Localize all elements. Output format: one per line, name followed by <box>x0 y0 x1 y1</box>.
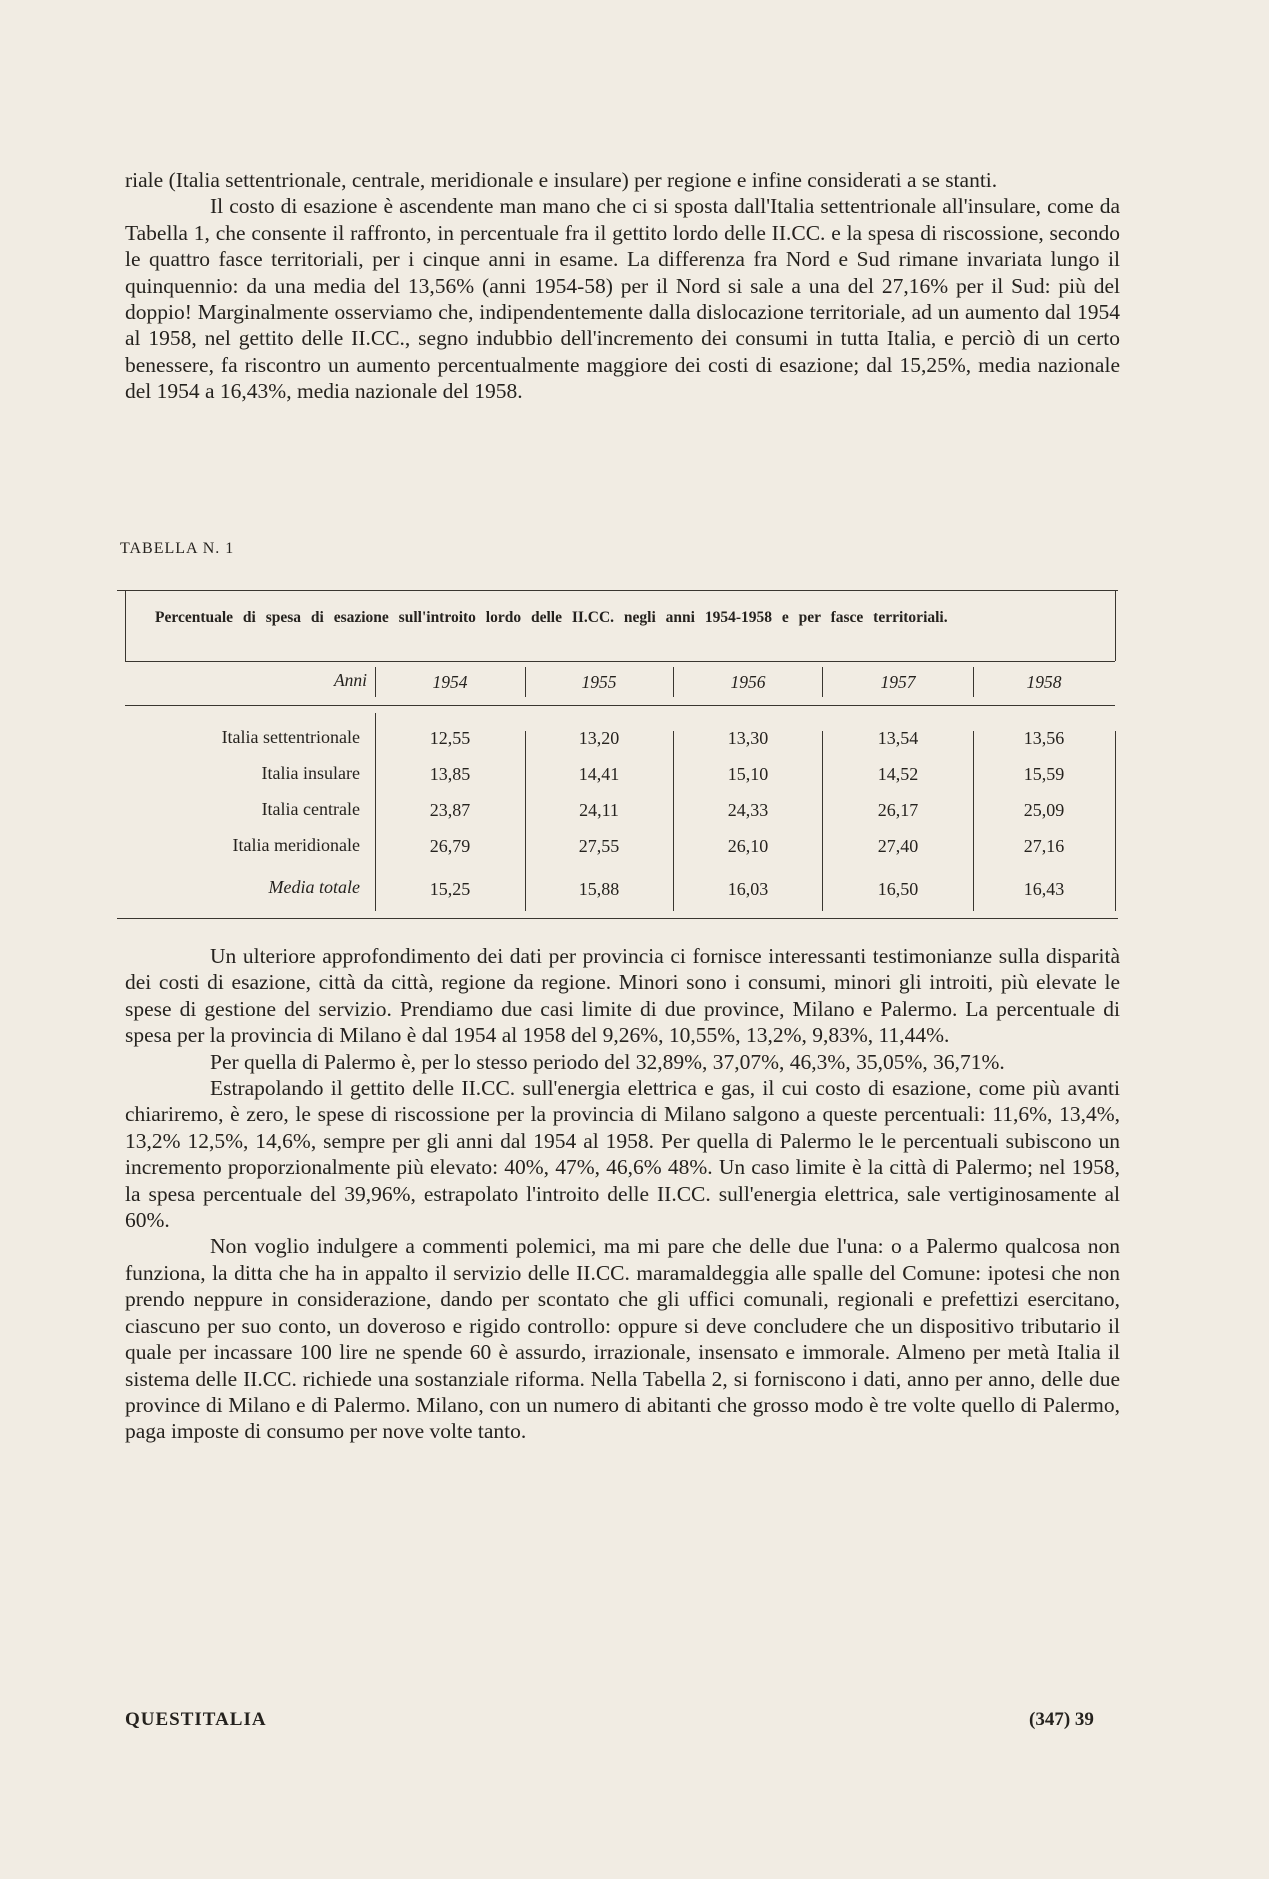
row-label: Italia settentrionale <box>221 727 360 747</box>
table-cell: 15,10 <box>727 764 769 784</box>
table-cell: 15,25 <box>429 879 471 899</box>
data-table <box>117 590 1118 919</box>
table-cell: 16,43 <box>1023 879 1065 899</box>
table-cell: 24,11 <box>579 800 619 820</box>
paragraph: Estrapolando il gettito delle II.CC. sull'energia elettrica e gas, il cui costo di esazione, come più avanti chiariremo, è zero, le spese di riscossione per la provincia di Milano salgono a queste percentuali: 11,6%, 13,4%, 13,2% 12,5%, 14,6%, sempre per gli anni dal 1954 al 1958. Per quella di Palermo le le percentuali subiscono un incremento proporzionalmente più elevato: 40%, 47%, 46,6% 48%. Un caso limite è la città di Palermo; nel 1958, la spesa percentuale del 39,96%, estrapolato l'introito delle II.CC. sull'energia elettrica, sale vertiginosamente al 60%. <box>125 1076 1120 1233</box>
page-number: (347) 39 <box>1029 1709 1094 1730</box>
table-cell: 13,85 <box>429 764 471 784</box>
column-rule <box>822 731 823 911</box>
table-cell: 15,59 <box>1023 764 1065 784</box>
table-cell: 27,16 <box>1023 836 1065 856</box>
table-header-rule <box>125 661 1115 662</box>
table-cell: 16,03 <box>727 879 769 899</box>
column-rule <box>673 731 674 911</box>
column-rule <box>375 667 376 697</box>
paragraph: Un ulteriore approfondimento dei dati per provincia ci fornisce interessanti testimonianze sulla disparità dei costi di esazione, città da città, regione da regione. Minori sono i consumi, minori gli introiti, più elevate le spese di gestione del servizio. Prendiamo due casi limite di due province, Milano e Palermo. La percentuale di spesa per la provincia di Milano è dal 1954 al 1958 del 9,26%, 10,55%, 13,2%, 9,83%, 11,44%. <box>125 944 1120 1048</box>
header-year: 1955 <box>581 672 617 692</box>
row-label: Italia centrale <box>261 799 360 819</box>
journal-name: QUESTITALIA <box>125 1709 267 1730</box>
table-cell: 13,20 <box>578 728 620 748</box>
table-cell: 13,56 <box>1023 728 1065 748</box>
paragraph: Il costo di esazione è ascendente man mano che ci si sposta dall'Italia settentrionale all'insulare, come da Tabella 1, che consente il raffronto, in percentuale fra il gettito lordo delle II.CC. e la spesa di riscossione, secondo le quattro fasce territoriali, per i cinque anni in esame. La differenza fra Nord e Sud rimane invariata lungo il quinquennio: da una media del 13,56% (anni 1954-58) per il Nord si sale a una del 27,16% per il Sud: più del doppio! Marginalmente osserviamo che, indipendentemente dalla dislocazione territoriale, ad un aumento dal 1954 al 1958, nel gettito delle II.CC., segno indubbio dell'incremento dei consumi in tutta Italia, e perciò di un certo benessere, fa riscontro un aumento percentualmente maggiore dei costi di esazione; dal 15,25%, media nazionale del 1954 a 16,43%, media nazionale del 1958. <box>125 194 1120 404</box>
table-frame-left <box>125 591 126 661</box>
table-subheader-rule <box>125 705 1115 706</box>
row-label-total: Media totale <box>268 877 360 897</box>
table-cell: 16,50 <box>877 879 919 899</box>
column-rule <box>375 713 376 911</box>
table-caption: Percentuale di spesa di esazione sull'introito lordo delle II.CC. negli anni 1954-1958 e per fasce territoriali. <box>155 609 948 626</box>
table-cell: 12,55 <box>429 728 471 748</box>
column-rule <box>525 667 526 697</box>
table-cell: 27,40 <box>877 836 919 856</box>
column-rule <box>1115 731 1116 911</box>
table-label: TABELLA N. 1 <box>120 540 235 557</box>
table-cell: 23,87 <box>429 800 471 820</box>
table-cell: 13,54 <box>877 728 919 748</box>
table-cell: 24,33 <box>727 800 769 820</box>
table-frame-right <box>1115 591 1116 661</box>
row-label: Italia insulare <box>261 763 360 783</box>
column-rule <box>525 731 526 911</box>
row-label: Italia meridionale <box>232 835 360 855</box>
table-cell: 13,30 <box>727 728 769 748</box>
column-rule <box>822 667 823 697</box>
header-anni: Anni <box>333 670 367 690</box>
header-year: 1956 <box>730 672 766 692</box>
table-cell: 26,17 <box>877 800 919 820</box>
paragraph: Per quella di Palermo è, per lo stesso periodo del 32,89%, 37,07%, 46,3%, 35,05%, 36,71%. <box>210 1049 1005 1074</box>
table-cell: 14,41 <box>578 764 620 784</box>
table-cell: 27,55 <box>578 836 620 856</box>
top-text-block <box>125 167 1120 405</box>
header-year: 1954 <box>432 672 468 692</box>
table-cell: 26,10 <box>727 836 769 856</box>
column-rule <box>673 667 674 697</box>
paragraph: Non voglio indulgere a commenti polemici, ma mi pare che delle due l'una: o a Palermo qualcosa non funziona, la ditta che ha in appalto il servizio delle II.CC. maramaldeggia alle spalle del Comune: ipotesi che non prendo neppure in considerazione, dando per scontato che gli uffici comunali, regionali e prefettizi esercitano, ciascuno per suo conto, un doveroso e rigido controllo: oppure si deve concludere che un dispositivo tributario il quale per incassare 100 lire ne spende 60 è assurdo, irrazionale, insensato e immorale. Almeno per metà Italia il sistema delle II.CC. richiede una sostanziale riforma. Nella Tabella 2, si forniscono i dati, anno per anno, delle due province di Milano e di Palermo. Milano, con un numero di abitanti che grosso modo è tre volte quello di Palermo, paga imposte di consumo per nove volte tanto. <box>125 1234 1120 1444</box>
table-cell: 25,09 <box>1023 800 1065 820</box>
table-cell: 26,79 <box>429 836 471 856</box>
table-cell: 15,88 <box>578 879 620 899</box>
bottom-text-block <box>125 943 1120 1445</box>
header-year: 1957 <box>880 672 916 692</box>
table-cell: 14,52 <box>877 764 919 784</box>
header-year: 1958 <box>1026 672 1062 692</box>
paragraph: riale (Italia settentrionale, centrale, meridionale e insulare) per regione e infine considerati a se stanti. <box>125 168 998 192</box>
